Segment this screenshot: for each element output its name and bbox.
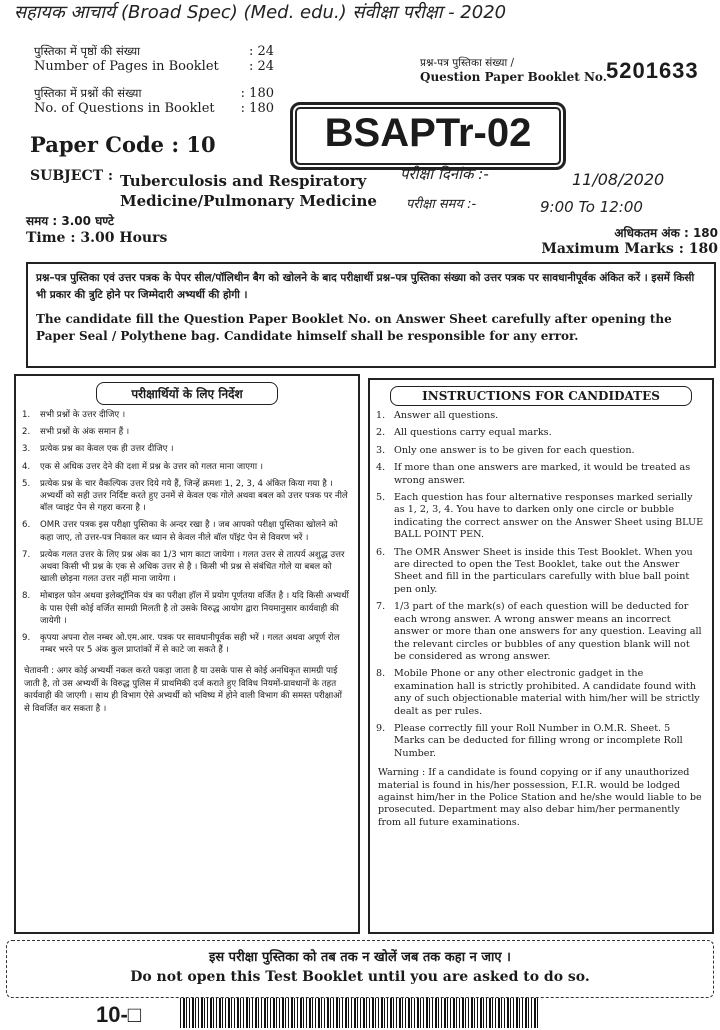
- instruction-number: 5.: [376, 492, 386, 504]
- handwritten-exam-date: 11/08/2020: [572, 170, 665, 189]
- instruction-item: [376, 668, 704, 718]
- instruction-number: 2.: [376, 427, 386, 439]
- instruction-text: Mobile Phone or any other electronic gadget in the examination hall is strictly prohibited. A candidate found with any of such objectionable material with him/her will be strictly dealt as per rules.: [394, 668, 700, 717]
- instruction-item: [376, 427, 704, 439]
- paper-series-code-box: BSAPTr-02: [290, 102, 566, 170]
- instruction-item: [376, 410, 704, 422]
- booklet-no-label-hi: प्रश्न-पत्र पुस्तिका संख्या /: [420, 57, 515, 69]
- instruction-item: [22, 590, 350, 627]
- instruction-text: All questions carry equal marks.: [394, 427, 552, 439]
- english-instructions-panel: [368, 378, 714, 934]
- questions-count-block: [34, 86, 274, 116]
- questions-label-en: No. of Questions in Booklet: [34, 101, 215, 116]
- booklet-no-label-en: Question Paper Booklet No.: [420, 70, 607, 84]
- english-warning: Warning : If a candidate is found copying or if any unauthorized material is found in his/her possession, F.I.R. would be lodged against him/her in the Police Station and he/she would liable to be prosecuted. Department may also debar him/her permanently from all future examinations.: [378, 767, 702, 828]
- instruction-item: [22, 443, 350, 455]
- instruction-item: [376, 723, 704, 760]
- instruction-number: 9.: [22, 633, 31, 644]
- handwritten-exam-time-label: परीक्षा समय :-: [406, 197, 477, 212]
- instruction-item: [376, 492, 704, 542]
- instruction-item: [22, 426, 350, 438]
- pages-count-block: [34, 44, 274, 74]
- questions-value: : 180: [240, 86, 274, 101]
- instruction-number: 6.: [376, 546, 386, 558]
- instruction-text: एक से अधिक उत्तर देने की दशा में प्रश्न के उत्तर को गलत माना जाएगा ।: [40, 461, 264, 472]
- instruction-number: 2.: [22, 427, 31, 438]
- instruction-text: 1/3 part of the mark(s) of each question will be deducted for each wrong answer. A wrong answer means an incorrect answer or more than one answers for any question. Leaving all the relevant circles or bubbles of any question blank will not be considered as wrong answer.: [394, 601, 702, 662]
- hindi-warning: चेतावनी : अगर कोई अभ्यर्थी नकल करते पकड़ा जाता है या उसके पास से कोई अनधिकृत सामग्री पाई जाती है, तो उस अभ्यर्थी के विरुद्ध पुलिस में प्राथमिकी दर्ज कराते हुए विविध नियमों-प्रावधानों के तहत कार्यवाही की जाएगी । साथ ही विभाग ऐसे अभ्यर्थी को भविष्य में होने वाली विभाग की समस्त परीक्षाओं से विवर्जित कर सकता है ।: [24, 666, 342, 714]
- instruction-item: [376, 601, 704, 663]
- instruction-item: [376, 445, 704, 457]
- notice-hi: प्रश्न–पत्र पुस्तिका एवं उत्तर पत्रक के पेपर सील/पॉलिथीन बैग को खोलने के बाद परीक्षार्थी प्रश्न–पत्र पुस्तिका संख्या को उत्तर पत्रक पर सावधानीपूर्वक अंकित करें । इसमें किसी भी प्रकार की त्रुटि होने पर जिम्मेदारी अभ्यर्थी की होगी ।: [36, 272, 695, 301]
- instruction-number: 1.: [22, 410, 31, 420]
- instruction-text: सभी प्रश्नों के उत्तर दीजिए ।: [40, 410, 126, 420]
- do-not-open-en: Do not open this Test Booklet until you are asked to do so.: [130, 969, 590, 985]
- instruction-text: Answer all questions.: [394, 410, 499, 421]
- instruction-text: मोबाइल फोन अथवा इलेक्ट्रॉनिक यंत्र का परीक्षा हॉल में प्रयोग पूर्णतया वर्जित है । यदि किसी अभ्यर्थी के पास ऐसी कोई वर्जित सामग्री मिलती है तो उसके विरुद्ध आयोग द्वारा नियमानुसार कार्यवाही की जायेगी ।: [40, 591, 349, 626]
- instruction-text: The OMR Answer Sheet is inside this Test Booklet. When you are directed to open the Test Booklet, take out the Answer Sheet and fill in the particulars carefully with blue ball point pen only.: [394, 546, 693, 595]
- instruction-number: 6.: [22, 520, 31, 531]
- instruction-text: प्रत्येक प्रश्न के चार वैकल्पिक उत्तर दिये गये हैं, जिन्हें क्रमशः 1, 2, 3, 4 अंकित किया गया है । अभ्यर्थी को सही उत्तर निर्दिष्ट करते हुए उनमें से केवल एक गोले अथवा बबल को उत्तर पत्रक पर नीले बॉल प्वाइंट पेन से गहरा करना है ।: [40, 478, 348, 514]
- pages-value: : 24: [248, 44, 274, 59]
- subject-line-2: Medicine/Pulmonary Medicine: [120, 192, 377, 210]
- barcode-image: [180, 998, 540, 1028]
- instruction-number: 4.: [22, 461, 31, 472]
- instruction-item: [22, 409, 350, 421]
- instruction-number: 7.: [22, 549, 31, 560]
- booklet-number: 5201633: [606, 58, 699, 83]
- pages-value-en: : 24: [248, 59, 274, 74]
- booklet-series: 10-□: [96, 1002, 142, 1027]
- paper-code: Paper Code : 10: [30, 132, 216, 157]
- instruction-text: प्रत्येक प्रश्न का केवल एक ही उत्तर दीजिए ।: [40, 444, 174, 455]
- max-marks-en: Maximum Marks : 180: [541, 241, 718, 257]
- instruction-text: If more than one answers are marked, it would be treated as wrong answer.: [394, 462, 691, 486]
- instruction-number: 3.: [376, 444, 386, 456]
- time-hi: समय : 3.00 घण्टे: [26, 214, 114, 228]
- instruction-item: [22, 461, 350, 473]
- handwritten-exam-time: 9:00 To 12:00: [540, 198, 643, 216]
- instruction-number: 1.: [376, 410, 386, 421]
- max-marks-hi: अधिकतम अंक : 180: [614, 226, 718, 240]
- instruction-item: [22, 632, 350, 656]
- time-en: Time : 3.00 Hours: [26, 230, 168, 246]
- pages-label-hi: पुस्तिका में पृष्ठों की संख्या: [34, 44, 141, 58]
- do-not-open-hi: इस परीक्षा पुस्तिका को तब तक न खोलें जब तक कहा न जाए ।: [208, 950, 511, 965]
- english-instructions-list: [370, 410, 712, 760]
- instruction-number: 7.: [376, 601, 386, 613]
- instruction-text: प्रत्येक गलत उत्तर के लिए प्रश्न अंक का 1/3 भाग काटा जायेगा । गलत उत्तर से तात्पर्य अशुद्ध उत्तर अथवा किसी भी प्रश्न के एक से अधिक उत्तर से है । किसी भी प्रश्न से संबंधित गोले या बबल को खाली छोड़ना गलत उत्तर नहीं माना जायेगा ।: [40, 549, 345, 585]
- english-instructions-title: INSTRUCTIONS FOR CANDIDATES: [390, 386, 692, 406]
- instruction-number: 3.: [22, 444, 31, 455]
- instruction-number: 4.: [376, 462, 386, 474]
- instruction-number: 9.: [376, 722, 386, 734]
- subject-label: SUBJECT :: [30, 168, 114, 184]
- instruction-text: Each question has four alternative responses marked serially as 1, 2, 3, 4. You have to darken only one circle or bubble indicating the correct answer on the Answer Sheet using BLUE BALL POINT PEN.: [394, 492, 704, 541]
- hindi-instructions-list: [16, 409, 358, 656]
- instruction-text: OMR उत्तर पत्रक इस परीक्षा पुस्तिका के अन्दर रखा है । जब आपको परीक्षा पुस्तिका खोलने को कहा जाए, तो उत्तर-पत्र निकाल कर ध्यान से केवल नीले बॉल पॉइंट पेन से विवरण भरें ।: [40, 520, 338, 543]
- instruction-text: कृपया अपना रोल नम्बर ओ.एम.आर. पत्रक पर सावधानीपूर्वक सही भरें । गलत अथवा अपूर्ण रोल नम्बर भरने पर 5 अंक कुल प्राप्तांकों में से काटे जा सकते हैं ।: [40, 633, 340, 656]
- subject-line-1: Tuberculosis and Respiratory: [120, 172, 367, 190]
- hindi-instructions-panel: [14, 374, 360, 934]
- handwritten-exam-title: सहायक आचार्य (Broad Spec) (Med. edu.) संवीक्षा परीक्षा - 2020: [14, 2, 507, 23]
- instruction-item: [22, 519, 350, 543]
- do-not-open-notice: [6, 940, 714, 998]
- instruction-text: सभी प्रश्नों के अंक समान हैं ।: [40, 427, 130, 438]
- instruction-text: Only one answer is to be given for each question.: [394, 444, 635, 456]
- hindi-instructions-title: परीक्षार्थियों के लिए निर्देश: [96, 382, 278, 405]
- instruction-item: [22, 549, 350, 586]
- notice-en: The candidate fill the Question Paper Booklet No. on Answer Sheet carefully after opening the Paper Seal / Polythene bag. Candidate himself shall be responsible for any error.: [36, 312, 672, 343]
- instruction-number: 5.: [22, 478, 31, 489]
- instruction-item: [376, 462, 704, 487]
- questions-value-en: : 180: [240, 101, 274, 116]
- instruction-item: [376, 547, 704, 597]
- instruction-text: Please correctly fill your Roll Number in O.M.R. Sheet. 5 Marks can be deducted for filling wrong or incomplete Roll Number.: [394, 722, 683, 759]
- handwritten-exam-date-label: परीक्षा दिनांक :-: [400, 165, 489, 183]
- instruction-number: 8.: [22, 591, 31, 602]
- instruction-item: [22, 478, 350, 515]
- pages-label-en: Number of Pages in Booklet: [34, 59, 219, 74]
- questions-label-hi: पुस्तिका में प्रश्नों की संख्या: [34, 86, 142, 100]
- instruction-number: 8.: [376, 668, 386, 680]
- booklet-no-notice: [26, 262, 716, 368]
